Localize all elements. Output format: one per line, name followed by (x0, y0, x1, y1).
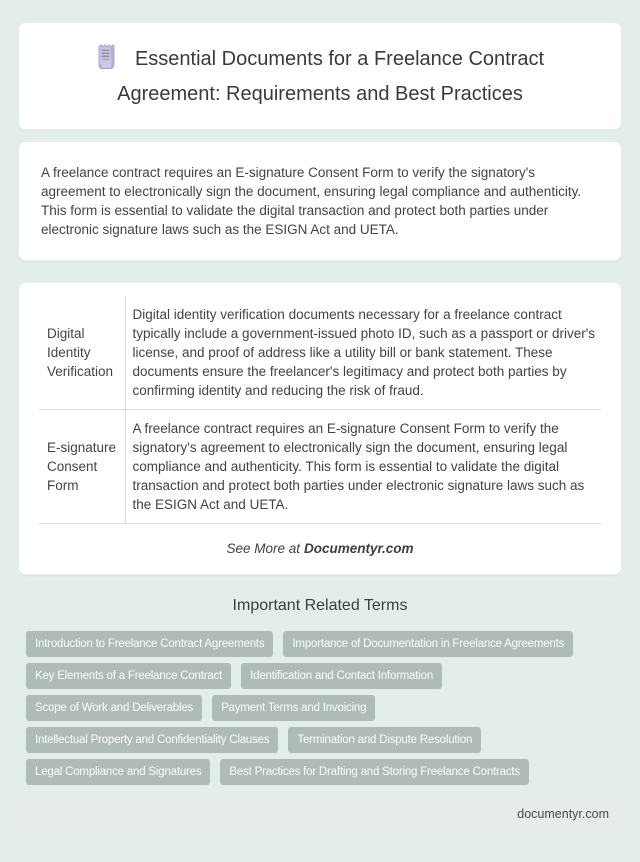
pill-row (26, 663, 614, 689)
receipt-icon (96, 43, 117, 79)
related-term-pill[interactable]: Termination and Dispute Resolution (288, 727, 481, 753)
related-term-pill[interactable]: Legal Compliance and Signatures (26, 759, 210, 785)
see-more-prefix: See More at (226, 541, 300, 556)
pill-row (26, 727, 614, 753)
title-card (18, 22, 622, 130)
related-term-pill[interactable]: Intellectual Property and Confidentiality Clauses (26, 727, 278, 753)
details-card (18, 282, 622, 575)
related-term-pill[interactable]: Scope of Work and Deliverables (26, 695, 202, 721)
related-terms-section (0, 597, 640, 791)
pill-row (26, 631, 614, 657)
related-terms-list (26, 631, 614, 785)
related-term-pill[interactable]: Payment Terms and Invoicing (212, 695, 375, 721)
table-row (39, 296, 601, 410)
footer-bar (18, 795, 622, 832)
intro-card (18, 141, 622, 261)
pill-row (26, 695, 614, 721)
related-term-pill[interactable]: Identification and Contact Information (241, 663, 442, 689)
intro-paragraph: A freelance contract requires an E-signature Consent Form to verify the signatory's agreement to electronically sign the document, ensuring legal compliance and authenticity. This form is essential to validate the digital transaction and protect both parties under electronic signature laws such as the ESIGN Act and UETA. (41, 165, 582, 237)
footer-site-label: documentyr.com (517, 806, 609, 821)
related-terms-heading: Important Related Terms (232, 597, 408, 614)
term-description: Digital identity verification documents necessary for a freelance contract typically include a government-issued photo ID, such as a passport or driver's license, and proof of address like a utility bill or bank statement. These documents ensure the freelancer's legitimacy and protect both parties by confirming identity and reducing the risk of fraud. (125, 296, 601, 410)
term-label: Digital Identity Verification (47, 326, 114, 379)
related-term-pill[interactable]: Introduction to Freelance Contract Agreements (26, 631, 273, 657)
see-more-site-link[interactable]: Documentyr.com (304, 541, 414, 556)
related-term-pill[interactable]: Best Practices for Drafting and Storing Freelance Contracts (220, 759, 529, 785)
see-more-line (39, 524, 601, 574)
page-title-text: Essential Documents for a Freelance Contract Agreement: Requirements and Best Practices (117, 48, 545, 105)
pill-row (26, 759, 614, 785)
term-label: E-signature Consent Form (47, 440, 117, 493)
related-term-pill[interactable]: Importance of Documentation in Freelance Agreements (283, 631, 573, 657)
details-table (39, 296, 601, 524)
term-description: A freelance contract requires an E-signature Consent Form to verify the signatory's agreement to electronically sign the document, ensuring legal compliance and authenticity. This form is essential to validate the digital transaction and protect both parties under electronic signature laws such as the ESIGN Act and UETA. (125, 410, 601, 524)
related-term-pill[interactable]: Key Elements of a Freelance Contract (26, 663, 231, 689)
page-title (59, 43, 581, 109)
table-row (39, 410, 601, 524)
